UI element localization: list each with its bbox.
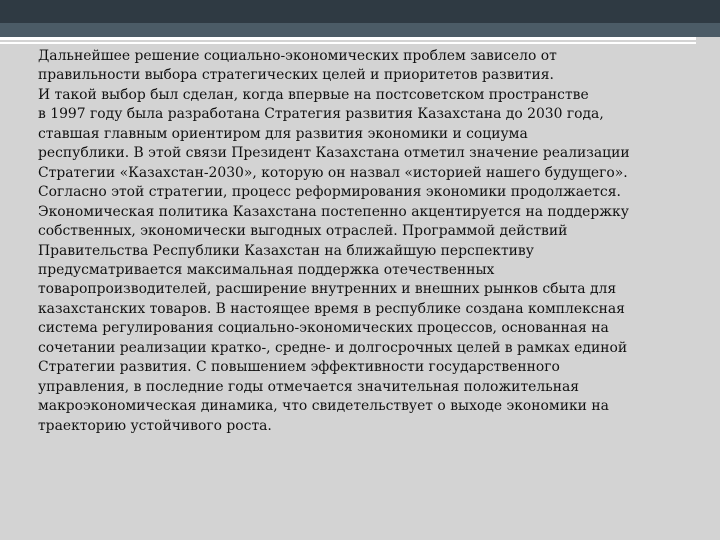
header-divider-gap <box>699 37 720 44</box>
text-line: правильности выбора стратегических целей и приоритетов развития. <box>38 67 554 84</box>
text-line: ставшая главным ориентиром для развития экономики и социума <box>38 125 528 142</box>
text-line: Экономическая политика Казахстана постепенно акцентируется на поддержку <box>38 203 629 220</box>
text-line: И такой выбор был сделан, когда впервые на постсоветском пространстве <box>38 86 589 103</box>
text-line: предусматривается максимальная поддержка отечественных <box>38 261 495 278</box>
header-divider-line-secondary <box>0 42 696 44</box>
slide-header-accent <box>0 23 720 37</box>
text-line: траекторию устойчивого роста. <box>38 417 272 434</box>
text-line: казахстанских товаров. В настоящее время в республике создана комплексная <box>38 300 625 317</box>
text-line: сочетании реализации кратко-, средне- и долгосрочных целей в рамках единой <box>38 339 628 356</box>
text-line: Правительства Республики Казахстан на ближайшую перспективу <box>38 242 534 259</box>
header-divider-line <box>0 37 696 40</box>
slide-body-text <box>38 47 688 436</box>
text-line: республики. В этой связи Президент Казахстана отметил значение реализации <box>38 145 630 162</box>
text-line: Дальнейшее решение социально-экономических проблем зависело от <box>38 48 557 64</box>
text-line: товаропроизводителей, расширение внутренних и внешних рынков сбыта для <box>38 281 617 298</box>
text-line: макроэкономическая динамика, что свидетельствует о выходе экономики на <box>38 398 609 415</box>
slide-header-bar <box>0 0 720 23</box>
text-line: управления, в последние годы отмечается значительная положительная <box>38 378 580 395</box>
text-line: Стратегии развития. С повышением эффективности государственного <box>38 359 560 376</box>
text-line: Стратегии «Казахстан-2030», которую он назвал «историей нашего будущего». <box>38 164 628 181</box>
text-line: Согласно этой стратегии, процесс реформирования экономики продолжается. <box>38 184 621 201</box>
text-line: собственных, экономически выгодных отраслей. Программой действий <box>38 223 568 240</box>
text-line: система регулирования социально-экономических процессов, основанная на <box>38 320 609 337</box>
text-line: в 1997 году была разработана Стратегия развития Казахстана до 2030 года, <box>38 106 604 123</box>
